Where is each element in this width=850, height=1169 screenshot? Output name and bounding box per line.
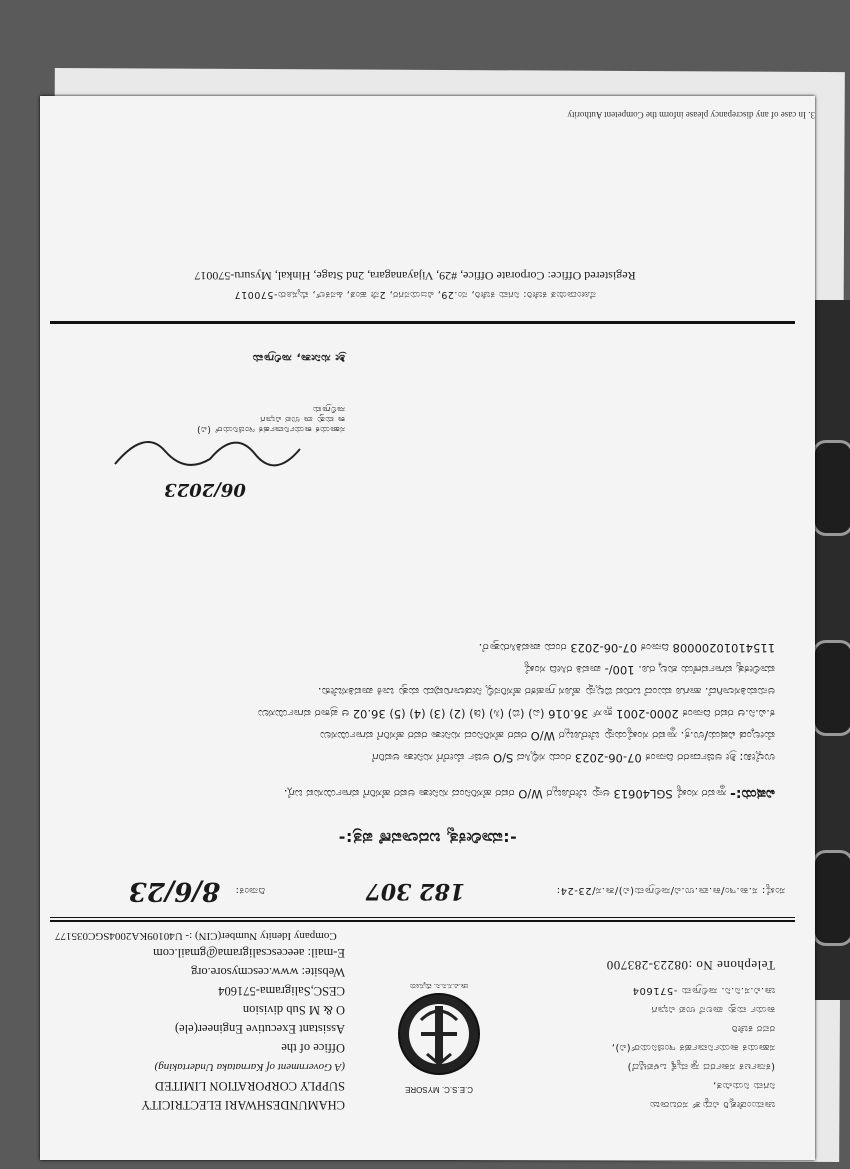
letter-title: -:ಮಾಲೀಕತ್ವ ಬದಲಾವಣೆ ಪತ್ರ:- [338, 829, 517, 848]
cesc-logo [383, 978, 495, 1094]
letterhead-english [45, 943, 345, 1114]
designation: Assistant Executive Engineer(ele) [174, 1022, 345, 1036]
subject-label: ವಿಷಯ:- [730, 786, 775, 802]
body-paragraph: ಕ.ವಿ.ನಿ.ಆ ರವರ ದಿನಾಂಕ 2000-2001 ಕ್ಲಾಸ್ 36.016 (ಎ) (ಬಿ) (ಸಿ) (ಡಿ) (2) (3) (4) (5) 36.02 ಆ ಪ್ರಕಾರ ವರ್ಗಾಯಿಸಲು [257, 707, 775, 721]
receipt-line [75, 637, 775, 659]
signature-block [65, 404, 345, 500]
email: E-mail: aeecescsaligrama@gmail.com [153, 946, 345, 960]
kannada-name-line: (ಕರ್ನಾಟಕ ಸರ್ಕಾರದ ಸ್ವಾಮ್ಯಕ್ಕೆ ಒಳಪಟ್ಟಿದೆ) [627, 1061, 775, 1072]
kannada-name-line: ನಿಗಮ ನಿಯಮಿತ, [712, 1080, 775, 1091]
date-handwritten: 8/6/23 [128, 876, 220, 906]
location: CESC,Saligrama-571604 [218, 984, 345, 998]
receipt-number: 11541010200008 [672, 641, 775, 655]
back-page-text: 3. In case of any discrepancy please inform the Competent Authority [567, 110, 815, 120]
reference-line [50, 870, 795, 910]
binder-ring [812, 440, 850, 536]
division: O & M Sub division [242, 1003, 345, 1017]
kannada-office-line: ಕಾರ್ಯ ಮತ್ತು ಪಾಲನೆ ಉಪ ವಿಭಾಗ [651, 1004, 775, 1015]
kannada-office-line: ರವರ ಕಚೇರಿ [731, 1023, 775, 1034]
binder-ring [812, 640, 850, 736]
body-paragraph: ಮಾಲೀಕತ್ವ ವರ್ಗಾವಣೆಯ ಶುಲ್ಕ ರೂ. 100/- ಪಾವತಿ ರಸೀದಿ ಸಂಖ್ಯೆ [524, 663, 775, 677]
footer-english: Registered Office: Corporate Office, #29, Vijayanagara, 2nd Stage, Hinkal, Mysuru-570017 [194, 269, 636, 283]
company-name-line: SUPPLY CORPORATION LIMITED [155, 1079, 345, 1093]
date-label: ದಿನಾಂಕ: [235, 885, 265, 896]
signature-office-line: ಸಹಾಯಕ ಕಾರ್ಯನಿರ್ವಾಹಕ ಇಂಜಿನಿಯರ್ (ವಿ) [196, 424, 345, 434]
kannada-office-line: ಸಹಾಯಕ ಕಾರ್ಯನಿರ್ವಾಹಕ ಇಂಜಿನಿಯರ್(ವಿ), [611, 1042, 775, 1053]
subject-text: ಸ್ಥಾವರ ಸಂಖ್ಯೆ SGL40613 ಅನ್ನು ಬೇರೊಬ್ಬರ W/O ರವರ ಹೆಸರಿನಿಂದ ಸುನೀತಾ ಅವರ ಹೆಸರಿಗೆ ವರ್ಗಾಯಿಸುವ ಬಗ್ಗೆ. [283, 787, 727, 801]
company-name-line: CHAMUNDESHWARI ELECTRICITY [141, 1098, 345, 1112]
kannada-office-line: ಚಾ.ವಿ.ಸ.ನಿ.ನಿ. ಸಾಲಿಗ್ರಾಮ -571604 [632, 985, 775, 996]
letter-sheet [40, 96, 815, 1160]
cin-number: Company Idenity Number(CIN) :- U40109KA2004SGC035177 [55, 930, 337, 942]
body-paragraph: ಮೇಲ್ಕಂಡ ವಿಷಯ/ಉ.ಕ್ರ. ಸ್ಥಾವರ ಸಂಖ್ಯೆಯನ್ನು ಬೇರೊಬ್ಬರ W/O ರವರ ಹೆಸರಿನಿಂದ ಸುನೀತಾ ರವರ ಹೆಸರಿಗೆ ವರ್ಗಾಯಿಸಲು [320, 729, 775, 743]
signature-office-line: ಕಾ ಮತ್ತು ಪಾ ಉಪ ವಿಭಾಗ [259, 414, 345, 424]
reference-number-label: ಸಂಖ್ಯೆ: ಸ.ಕಾ.ಇಂ/ಕಾ.ಪಾ.ಉ.ವಿ/ಸಾಲಿಗ್ರಾಮ(ವಿ)/ತಾ.ಸ/23-24: [556, 885, 785, 896]
signature-scribble [105, 439, 305, 479]
body-paragraph: ಅನುಮತಿಸಲಾಗಿದೆ. ಹಾಗೂ ಮುಂದೆ ಬರುವ ಬಿಲ್ಲನ್ನು ಹೊಸ ಗ್ರಾಹಕರ ಹೆಸರಿನಲ್ಲಿ ನೀಡಲಾಗುವುದು ಮತ್ತು ಬಾಕಿ ಪಾವತಿಸಬೇಕು. [317, 685, 775, 699]
receipt-date: 07-06-2023 [570, 641, 638, 655]
footer-kannada: ನೋಂದಾಯಿತ ಕಚೇರಿ: ನಿಗಮ ಕಚೇರಿ, ನಂ.29, ವಿಜಯನಗರ, 2ನೇ ಹಂತ, ಹಿನಕಲ್, ಮೈಸೂರು-570017 [234, 289, 596, 300]
footer [75, 268, 755, 300]
subject [75, 783, 775, 805]
binder-ring [812, 850, 850, 946]
receipt-suffix: ರಂದು ಪಾವತಿಸಿರುತ್ತಾರೆ. [478, 641, 567, 655]
header-divider-thin [50, 917, 795, 918]
office-of: Office of the [281, 1041, 345, 1055]
recipient-line: ಶ್ರೀ ಸುನೀತಾ, ಸಾಲಿಗ್ರಾಮ [252, 352, 345, 365]
telephone: Telephone No :08223-283700 [606, 958, 775, 973]
reference-text: ಉಲ್ಲೇಖ: ಶ್ರೀ ಅರ್ಜಿದಾರರ ದಿನಾಂಕ 07-06-2023 ರಂದು ಸಲ್ಲಿಸಿದ S/O ಅರ್ಜಿ ಮೇರೆಗೆ ಸುನೀತಾ ಅವರಿಗೆ [371, 751, 775, 765]
signature-handwritten: 06/2023 [164, 479, 246, 500]
government-note: (A Government of Karnataka Undertaking) [154, 1061, 345, 1073]
logo-text: C.E.S.C. MYSORE [405, 1085, 474, 1094]
signature-stamp: ಸಾಲಿಗ್ರಾಮ [312, 404, 345, 414]
website: Website: www.cescmysore.org [191, 965, 345, 979]
letter-body [75, 637, 775, 805]
footer-divider [50, 321, 795, 324]
header-divider [50, 920, 795, 922]
kannada-name-line: ಚಾಮುಂಡೇಶ್ವರಿ ವಿದ್ಯುತ್ ಸರಬರಾಜು [649, 1099, 775, 1110]
receipt-date-label: ದಿನಾಂಕ [640, 641, 669, 655]
logo-kannada: ಚಾ.ವಿ.ಸ.ನಿ.ನಿ. ಮೈಸೂರು [409, 982, 469, 990]
reference-number-handwritten: 182 307 [365, 878, 465, 904]
letter-content-rotated [40, 96, 815, 1160]
